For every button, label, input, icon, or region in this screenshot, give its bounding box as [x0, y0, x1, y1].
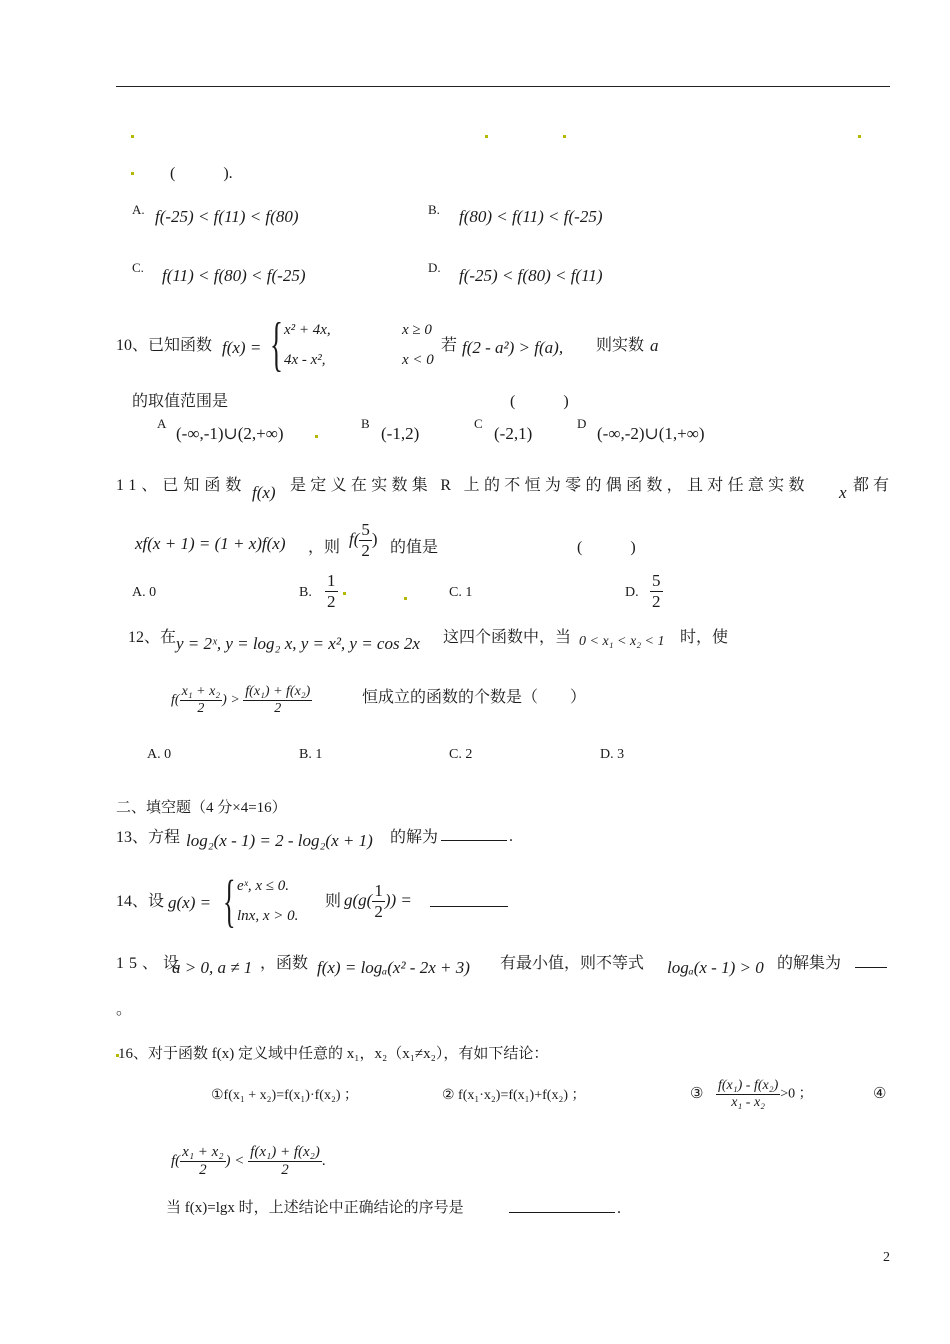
q9-option-b: f(80) < f(11) < f(-25) [459, 207, 603, 226]
q15-condition: a > 0, a ≠ 1 [172, 958, 253, 977]
q12-option-d: D. 3 [600, 747, 625, 762]
q12-functions: y = 2ˣ, y = log₂ x, y = x², y = cos 2x [176, 634, 420, 653]
q16-conclusion-3: $\frac{\text{f(x₁) - f(x₂)}}{\text{x₁ - x₂}}$ >0 ； [718, 1078, 813, 1110]
q11-suffix: 都有 [853, 477, 894, 494]
q15-suffix: 的解集为 [777, 955, 842, 972]
q9-option-d: f(-25) < f(80) < f(11) [459, 266, 603, 285]
q11-equation: xf(x + 1) = (1 + x)f(x) [135, 534, 286, 553]
artifact-dot [315, 435, 318, 438]
q13-suffix: 的解为 [390, 829, 439, 846]
q14-case2: lnx, x > 0. [237, 908, 299, 924]
q10-fx: f(x) = [222, 338, 262, 357]
q16-conclusion-4-label: ④ [873, 1086, 887, 1102]
q14-brace: { [223, 868, 236, 933]
q11-option-d: $\frac{5}{2}$ [652, 571, 661, 611]
q16-last-prompt: 当 f(x)=lgx 时，上述结论中正确结论的序号是 [166, 1200, 464, 1216]
page-number: 2 [883, 1250, 890, 1265]
q14-expression: g(g( $\frac{1}{2}$ )) = [344, 881, 412, 921]
artifact-dot [131, 135, 134, 138]
q9-option-b-label: B. [428, 202, 440, 217]
artifact-dot [858, 135, 861, 138]
q11-fx: f(x) [252, 483, 276, 502]
q10-paren: ( ) [510, 393, 569, 410]
q13-equation: log₂(x - 1) = 2 - log₂(x + 1) [186, 831, 373, 850]
q9-option-a-label: A. [132, 202, 145, 217]
q11-prefix: 11、已知函数 [116, 477, 247, 494]
q11-option-c: C. 1 [449, 585, 473, 600]
q10-if: 若 [441, 337, 458, 354]
q11-paren: ( ) [577, 539, 636, 556]
q11-x: x [839, 483, 847, 502]
artifact-dot [404, 597, 407, 600]
q11-option-d-label: D. [625, 585, 639, 600]
artifact-dot [485, 135, 488, 138]
q10-option-a-label: A [157, 416, 167, 431]
q11-middle: 是定义在实数集 R 上的不恒为零的偶函数，且对任意实数 [290, 477, 809, 494]
q14-prefix: 14、设 [116, 893, 165, 910]
q10-inequality: f(2 - a²) > f(a), [462, 338, 564, 357]
q9-option-c: f(11) < f(80) < f(-25) [162, 266, 306, 285]
q15-answer-blank[interactable] [855, 967, 887, 968]
q13-answer-blank[interactable] [441, 840, 507, 841]
q16-conclusion-2: ② f(x₁·x₂)=f(x₁)+f(x₂) ； [442, 1088, 586, 1103]
q10-then: 则实数 [596, 337, 645, 354]
q10-option-c: (-2,1) [494, 424, 533, 443]
q16-conclusion-3-label: ③ [690, 1086, 704, 1102]
header-rule [116, 86, 890, 87]
q10-option-c-label: C [474, 416, 483, 431]
q12-middle: 这四个函数中，当 [443, 629, 572, 646]
q10-option-d-label: D [577, 416, 587, 431]
q11-value-of: 的值是 [390, 539, 439, 556]
q11-option-a: A. 0 [132, 585, 157, 600]
q14-case1: eˣ, x ≤ 0. [237, 878, 290, 894]
q12-suffix: 时，使 [680, 629, 729, 646]
q15-func-label: ，函数 [260, 955, 309, 972]
q9-paren: ( ). [170, 165, 233, 182]
q16-last-end: . [617, 1200, 621, 1217]
q14-gx: g(x) = [168, 893, 212, 912]
q10-option-b-label: B [361, 416, 370, 431]
q11-then: ，则 [308, 539, 341, 556]
artifact-dot [343, 592, 346, 595]
q16-conclusion-4: f( $\frac{\text{x₁ + x₂}}{2}$ ) < $\frac{\text{f(x₁) + f(x₂)}}{2}$ . [171, 1144, 326, 1178]
q14-answer-blank[interactable] [430, 906, 508, 907]
q10-line2: 的取值范围是 [132, 393, 229, 410]
section-title-fill-in: 二、填空题（4 分×4=16） [116, 800, 287, 816]
artifact-dot [563, 135, 566, 138]
q9-option-d-label: D. [428, 260, 441, 275]
q12-condition: 0 < x₁ < x₂ < 1 [579, 634, 665, 649]
artifact-dot [131, 172, 134, 175]
q15-inequality: logₐ(x - 1) > 0 [667, 958, 764, 977]
q10-option-d: (-∞,-2)∪(1,+∞) [597, 424, 705, 443]
q10-cond2: x < 0 [402, 352, 434, 368]
q10-case1: x² + 4x, [284, 322, 331, 338]
q13-prefix: 13、方程 [116, 829, 181, 846]
q12-tail: 恒成立的函数的个数是（ ） [362, 689, 587, 706]
q10-var: a [650, 336, 659, 355]
q11-option-b: $\frac{1}{2}$ [327, 571, 336, 611]
q12-option-a: A. 0 [147, 747, 172, 762]
q12-option-b: B. 1 [299, 747, 323, 762]
q10-brace: { [270, 311, 283, 377]
q12-inequality: f( $\frac{\text{x₁ + x₂}}{2}$ ) > $\frac{\text{f(x₁) + f(x₂)}}{2}$ [171, 684, 311, 716]
q10-case2: 4x - x², [284, 352, 326, 368]
q11-option-b-label: B. [299, 585, 312, 600]
q14-then: 则 [325, 893, 342, 910]
q12-prefix: 12、在 [128, 629, 177, 646]
q9-option-a: f(-25) < f(11) < f(80) [155, 207, 299, 226]
q15-function: f(x) = logₐ(x² - 2x + 3) [317, 958, 470, 977]
q15-prefix: 15、设 [116, 955, 185, 972]
q12-option-c: C. 2 [449, 747, 473, 762]
q13-end: . [509, 828, 513, 845]
q16-line1: 16、对于函数 f(x) 定义域中任意的 x₁，x₂（x₁≠x₂），有如下结论： [118, 1046, 549, 1062]
q16-conclusion-1: ①f(x₁ + x₂)=f(x₁)·f(x₂) ； [211, 1088, 358, 1103]
q9-option-c-label: C. [132, 260, 144, 275]
q10-cond1: x ≥ 0 [402, 322, 432, 338]
q11-f-five-halves: f( $\frac{5}{2}$ ) [349, 520, 378, 560]
q10-number: 10、已知函数 [116, 337, 213, 354]
q10-option-b: (-1,2) [381, 424, 420, 443]
q15-middle: 有最小值，则不等式 [500, 955, 645, 972]
q16-answer-blank[interactable] [509, 1212, 615, 1213]
q10-option-a: (-∞,-1)∪(2,+∞) [176, 424, 284, 443]
q15-end: 。 [116, 1001, 133, 1018]
